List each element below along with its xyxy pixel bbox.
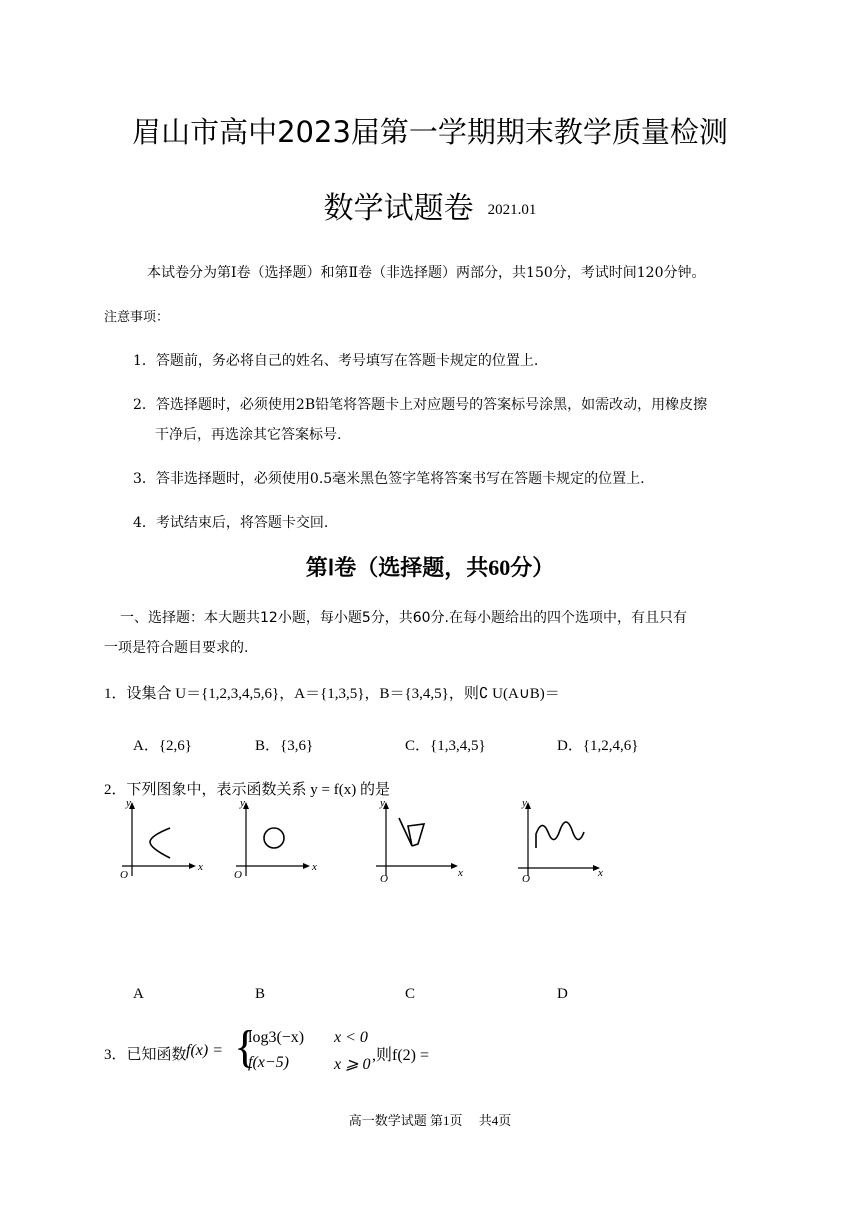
graph-d-origin: O [522,873,530,885]
question-3-suffix: ,则f(2) = [372,1047,430,1064]
graph-c-origin: O [380,873,388,885]
note-item-4: 4．考试结束后，将答题卡交回. [133,515,329,531]
question-3-case2-cond: x ⩾ 0 [334,1056,371,1073]
notes-heading: 注意事项： [104,310,170,325]
note-item-2: 2．答选择题时，必须使用2B铅笔将答题卡上对应题号的答案标号涂黑，如需改动，用橡皮擦 [133,397,708,413]
question-1-option-d: D．{1,2,4,6} [557,738,639,754]
graph-b-label: B [255,986,266,1002]
note-item-2-cont: 干净后，再选涂其它答案标号. [155,427,342,443]
graph-a-label: A [133,986,144,1002]
question-3-brace: { [234,1021,257,1072]
graph-b [226,796,326,888]
graph-a-x-label: x [198,861,203,873]
question-3-case1-cond: x < 0 [334,1029,368,1046]
question-3-fx: f(x) = [186,1042,223,1059]
question-1-option-a: A．{2,6} [133,738,192,754]
question-1-option-b: B．{3,6} [255,738,314,754]
subtitle-text: 数学试题卷 [323,191,474,226]
intro-text: 本试卷分为第Ⅰ卷（选择题）和第Ⅱ卷（非选择题）两部分，共150分，考试时间120分钟。 [147,265,706,281]
exam-date: 2021.01 [487,202,537,218]
note-item-3: 3．答非选择题时，必须使用0.5毫米黑色签字笔将答案书写在答题卡规定的位置上. [133,471,645,487]
graph-d-y-label: y [522,797,527,809]
paper-subtitle [0,183,860,227]
graph-a-y-label: y [126,797,131,809]
graph-b-origin: O [234,869,242,881]
question-2-stem: 2．下列图象中，表示函数关系 y = f(x) 的是 [104,782,390,798]
graph-d [508,796,608,888]
graph-a-origin: O [120,869,128,881]
question-3-case2-expr: f(x−5) [248,1054,289,1071]
section-title: 第Ⅰ卷（选择题，共60分） [305,555,555,580]
note-item-1: 1．答题前，务必将自己的姓名、考号填写在答题卡规定的位置上. [133,353,539,369]
graph-c-label: C [405,986,416,1002]
graph-c-y-label: y [380,797,385,809]
graph-d-label: D [557,986,568,1002]
question-3-case1-expr: log3(−x) [248,1029,305,1046]
graph-c [366,796,466,888]
question-3-prefix: 3．已知函数 [104,1047,187,1063]
exam-title: 眉山市高中2023届第一学期期末教学质量检测 [132,115,728,149]
question-1-option-c: C．{1,3,4,5} [405,738,486,754]
graph-b-y-label: y [240,797,245,809]
section-intro-line-1: 一、选择题：本大题共12小题，每小题5分，共60分.在每小题给出的四个选项中，有且只有 [120,610,687,626]
page-footer: 高一数学试题 第1页 共4页 [348,1113,512,1128]
graph-b-x-label: x [312,861,317,873]
graph-c-x-label: x [458,867,463,879]
graph-a [112,796,212,888]
section-intro-line-2: 一项是符合题目要求的. [104,640,249,656]
graph-d-x-label: x [598,867,603,879]
question-1-stem: 1．设集合 U＝{1,2,3,4,5,6}，A＝{1,3,5}，B＝{3,4,5}，则∁ U(A∪B)＝ [104,686,560,702]
